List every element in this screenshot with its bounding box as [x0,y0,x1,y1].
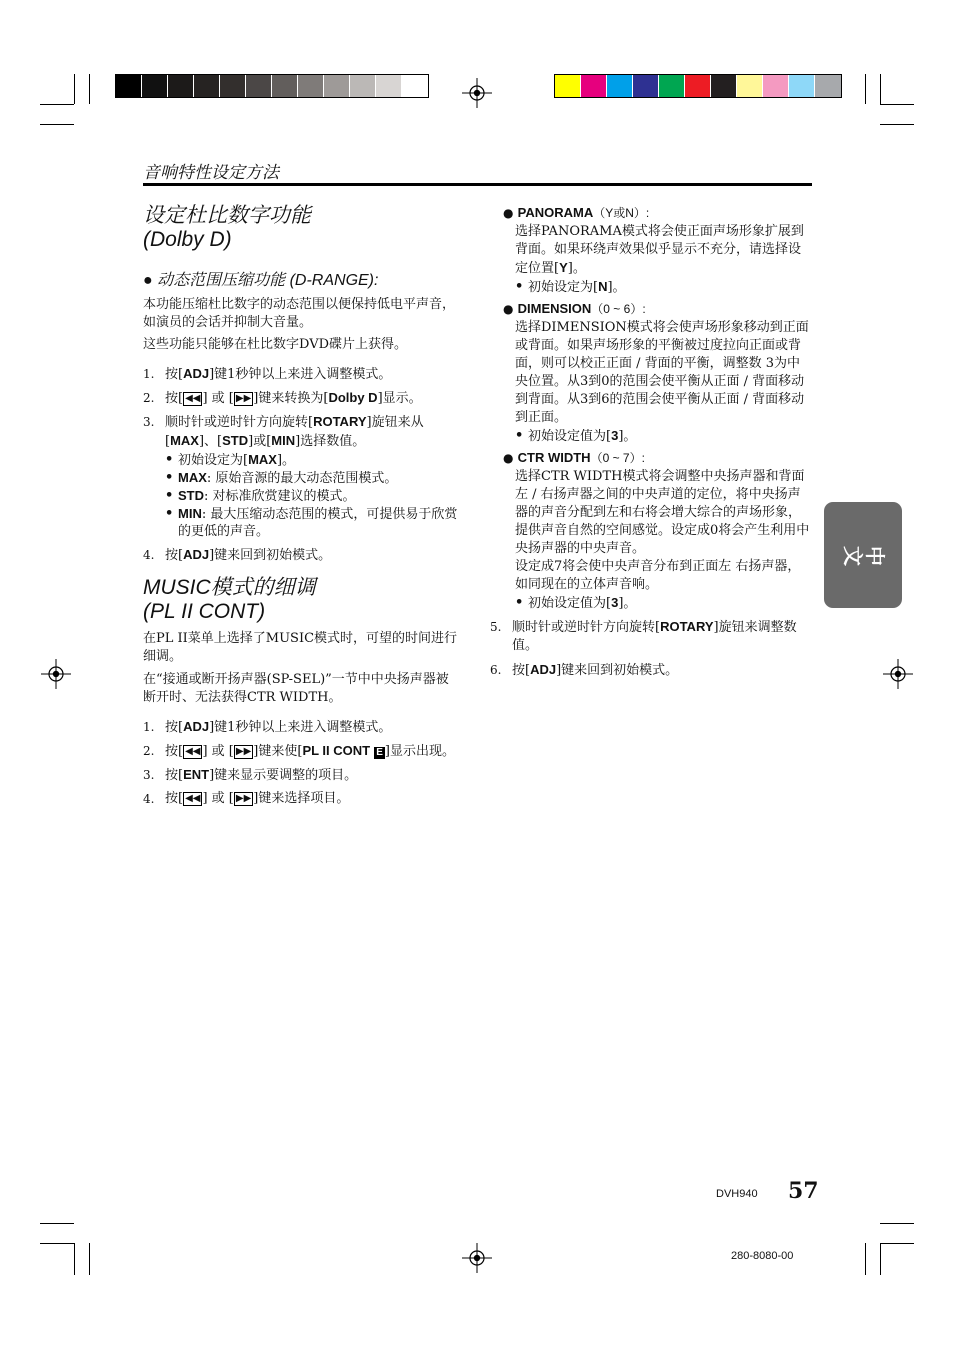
music-step-4: 4. 按[ ◀◀ ] 或 [ ▶▶ ]键来选择项目。 [143,791,350,806]
drange-paragraph-1: 本功能压缩杜比数字的动态范围以便保持低电平声音，如演员的会话并抑制大音量。 [143,297,456,330]
drange-heading [143,267,461,290]
crop-mark [865,1243,866,1275]
color-swatch [324,75,350,97]
left-column [143,204,461,808]
music-step-1: 1. 按[ADJ]键1秒钟以上来进入调整模式。 [143,719,392,735]
registration-mark-icon [41,659,71,689]
crop-mark [89,1243,90,1275]
color-swatch [246,75,272,97]
panorama-heading: ● PANORAMA（Y或N）: [503,205,650,220]
grayscale-bar [115,74,429,98]
color-swatch [789,75,815,97]
bullet-std: • STD: 对标准欣赏建议的模式。 [165,488,356,504]
dolby-d-key: Dolby D [328,390,378,405]
bullet-icon: ● [503,302,514,316]
crop-mark [40,124,74,125]
color-swatch [402,75,428,97]
color-swatch [116,75,142,97]
color-swatch [737,75,763,97]
ctr-width-initial: • 初始设定值为[3]。 [515,595,637,611]
prev-button-icon: ◀◀ [185,793,201,804]
bullet-icon: ● [503,206,514,220]
side-tab-label: 中文 [841,542,885,567]
color-swatch [763,75,789,97]
crop-mark [880,104,914,105]
next-button-icon: ▶▶ [235,793,252,804]
step-number: 4. [143,792,155,806]
bullet-icon: ● [143,272,153,289]
prev-button-icon: ◀◀ [185,746,201,757]
dimension-heading: ● DIMENSION（0 ~ 6）: [503,301,646,316]
step-number: 3. [143,768,155,782]
color-swatch [220,75,246,97]
step-number: 3. [143,415,155,429]
step-3: 3. 顺时针或逆时针方向旋转[ROTARY]旋钮来从[MAX]、[STD]或[MIN]选择数值。 • 初始设定为[MAX]。 • MAX: 原始音源的最大动态范围模式。 • STD: 对标准欣赏建议的模式。 • MIN: 最大压缩动态范围的模式，可提供易于欣赏的更低的声音。 [143,413,461,540]
color-swatch [685,75,711,97]
dimension-initial: • 初始设定值为[3]。 [515,428,637,444]
step-number: 2. [143,391,155,405]
prev-button-icon: ◀◀ [185,393,201,404]
step-6: 6. 按[ADJ]键来回到初始模式。 [490,662,679,678]
crop-mark [880,124,914,125]
step-number: 1. [143,720,155,734]
registration-mark-icon [883,659,913,689]
music-step-3: 3. 按[ENT]键来显示要调整的项目。 [143,767,358,783]
next-button-icon: ▶▶ [235,746,252,757]
color-swatch [168,75,194,97]
color-swatch [633,75,659,97]
dolby-heading [143,204,461,252]
color-swatch [350,75,376,97]
crop-mark [40,1243,74,1244]
crop-mark [89,74,90,104]
music-heading [143,576,461,624]
color-swatch [555,75,581,97]
registration-mark-icon [462,78,492,108]
drange-heading-text: 动态范围压缩功能 (D-RANGE): [157,272,379,289]
dolby-title-line1: 设定杜比数字功能 [143,204,311,227]
dimension-text: 选择DIMENSION模式将会使声场形象移动到正面或背面。如果声场形象的平衡被过度拉向正面或背面，则可以校正正面 / 背面的平衡，调整数 3为中央位置。从3到0的范围会使平衡从正面 / 背面移动到背面。从3到6的范围会使平衡从正面 / 背面移动到正面。 [515,320,809,425]
color-bar [554,74,842,98]
crop-mark [74,74,75,104]
bullet-initial-max: • 初始设定为[MAX]。 [165,452,296,468]
pl-ii-cont-key: PL II CONT [302,743,371,758]
crop-mark [880,1243,881,1275]
music-paragraph-1: 在PL II菜单上选择了MUSIC模式时，可望的时间进行细调。 [143,631,458,664]
language-side-tab [824,502,902,608]
color-swatch [298,75,324,97]
bullet-max: • MAX: 原始音源的最大动态范围模式。 [165,470,398,486]
step-5: 5. 顺时针或逆时针方向旋转[ROTARY]旋钮来调整数值。 [490,619,797,653]
step-number: 5. [490,620,502,634]
color-swatch [815,75,841,97]
step-number: 6. [490,663,502,677]
ctr-width-text-2: 设定成7将会使中央声音分布到正面左 右扬声器，如同现在的立体声音响。 [515,559,801,592]
color-swatch [194,75,220,97]
e-indicator-icon: E [376,747,383,758]
crop-mark [74,1243,75,1275]
step-number: 2. [143,744,155,758]
crop-mark [880,1223,914,1224]
crop-mark [880,1243,914,1244]
rotary-key: ROTARY [313,414,367,429]
panorama-initial: • 初始设定为[N]。 [515,279,626,295]
crop-mark [865,74,866,104]
page-number: 57 [788,1178,819,1204]
dolby-title-line2: (Dolby D) [143,228,232,251]
ctr-width-text-1: 选择CTR WIDTH模式将会调整中央扬声器和背面左 / 右扬声器之间的中央声道的定位，将中央扬声器的声音分配到左和右将会增大综合的声场形象，提供声音自然的空间感觉。设定成0将会产生利用中央扬声器的中央声音。 [515,469,810,556]
bullet-icon: ● [503,451,514,465]
color-swatch [659,75,685,97]
color-swatch [711,75,737,97]
color-swatch [581,75,607,97]
section-title: 音响特性设定方法 [143,163,279,182]
step-1: 1. 按[ADJ]键1秒钟以上来进入调整模式。 [143,366,392,382]
music-title-line2: (PL II CONT) [143,600,266,623]
step-number: 1. [143,367,155,381]
panorama-text: 选择PANORAMA模式将会使正面声场形象扩展到背面。如果环绕声效果似乎显示不充分，请选择设定位置[Y]。 [515,224,804,276]
music-title-line1: MUSIC模式的细调 [143,576,316,599]
color-swatch [376,75,402,97]
ctr-width-heading: ● CTR WIDTH（0 ~ 7）: [503,450,645,465]
color-swatch [607,75,633,97]
music-paragraph-2: 在“接通或断开扬声器(SP-SEL)”一节中中央扬声器被断开时、无法获得CTR WIDTH。 [143,672,449,705]
model-number: DVH940 [716,1188,758,1200]
drange-paragraph-2: 这些功能只能够在杜比数字DVD碟片上获得。 [143,337,408,352]
adj-key: ADJ [183,366,210,381]
bullet-min: • MIN: 最大压缩动态范围的模式，可提供易于欣赏的更低的声音。 [165,506,458,539]
right-column [490,204,813,680]
registration-mark-icon [462,1243,492,1273]
step-4: 4. 按[ADJ]键来回到初始模式。 [143,547,332,563]
step-number: 4. [143,548,155,562]
crop-mark [40,104,74,105]
next-button-icon: ▶▶ [235,393,252,404]
crop-mark [40,1223,74,1224]
title-rule [143,183,812,186]
part-number: 280-8080-00 [731,1250,794,1262]
step-2: 2. 按[ ◀◀ ] 或 [ ▶▶ ]键来转换为[Dolby D]显示。 [143,390,422,406]
music-step-2: 2. 按[ ◀◀ ] 或 [ ▶▶ ]键来使[PL II CONT E ]显示出现。 [143,743,455,759]
crop-mark [880,74,881,104]
color-swatch [272,75,298,97]
color-swatch [142,75,168,97]
